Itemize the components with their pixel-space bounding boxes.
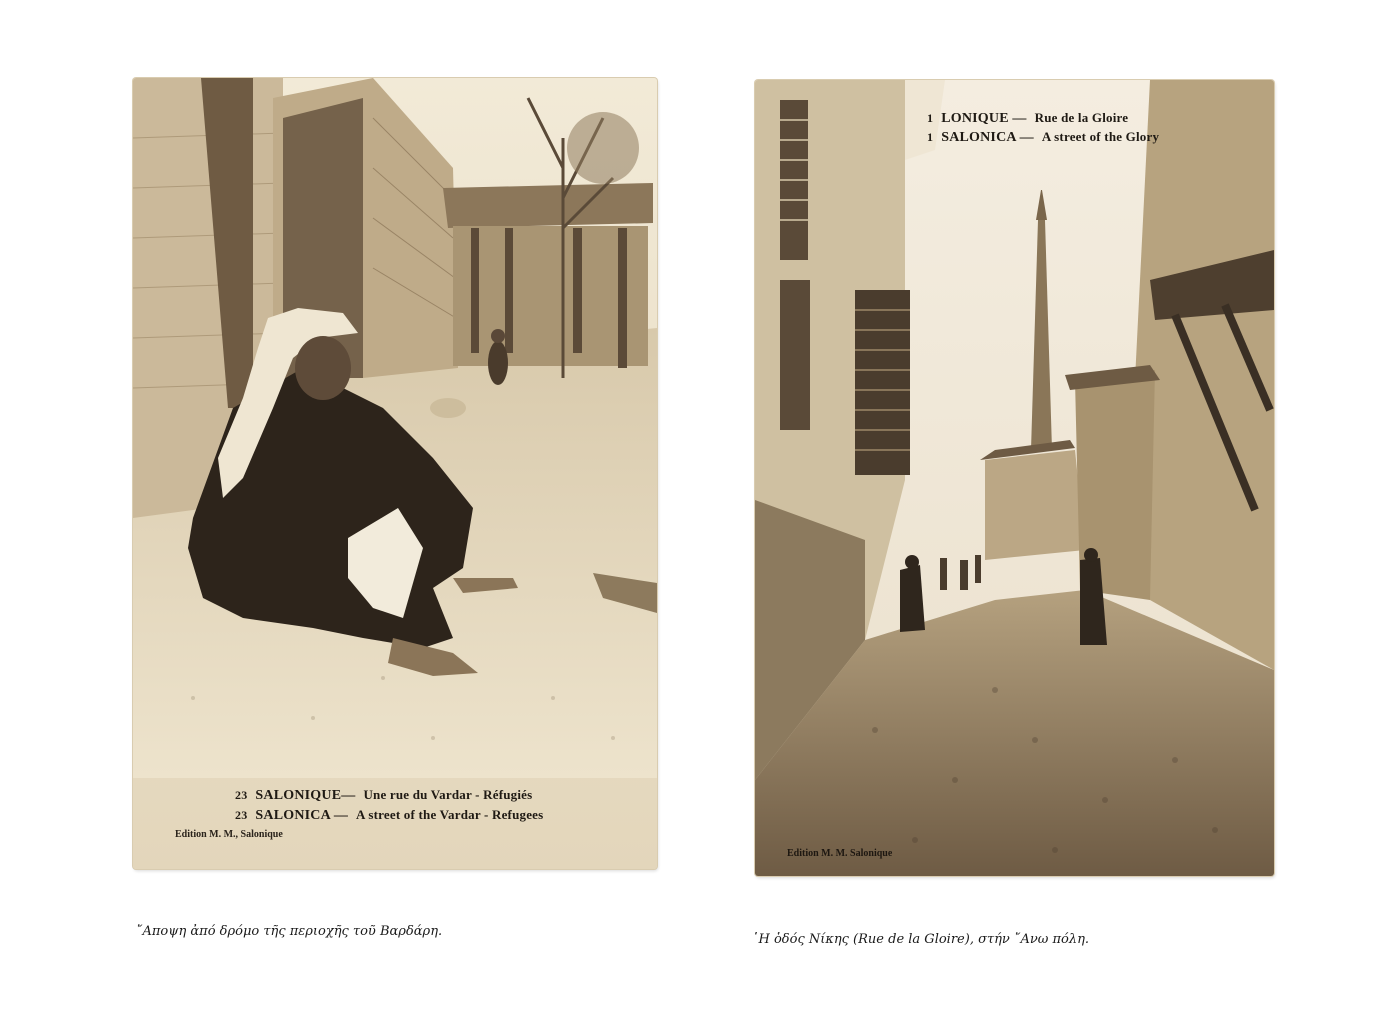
- postcard-number: 23: [235, 808, 248, 822]
- postcard-vardar-street: [133, 78, 657, 869]
- city-name-french: LONIQUE —: [941, 111, 1027, 126]
- publisher-edition: Edition M. M., Salonique: [175, 829, 283, 840]
- city-name-english: SALONICA —: [255, 808, 349, 823]
- postcard-number: 1: [927, 130, 934, 144]
- caption-left-greek: ῎Αποψη ἀπό δρόμο τῆς περιοχῆς τοῦ Βαρδάρη.: [136, 924, 443, 939]
- publisher-edition: Edition M. M. Salonique: [787, 848, 893, 859]
- city-name-french: SALONIQUE—: [255, 788, 356, 803]
- description-english: A street of the Glory: [1041, 129, 1160, 144]
- photo-seated-refugee: [133, 78, 657, 869]
- caption-line-french: [235, 787, 532, 804]
- postcard-street-of-glory: [755, 80, 1274, 876]
- description-french: Rue de la Gloire: [1034, 110, 1129, 125]
- city-name-english: SALONICA —: [941, 130, 1034, 145]
- postcard-number: 1: [927, 111, 934, 125]
- caption-line-english: [235, 807, 543, 824]
- description-french: Une rue du Vardar - Réfugiés: [363, 787, 533, 802]
- photo-cobbled-street: [755, 80, 1274, 876]
- postcard-number: 23: [235, 788, 248, 802]
- caption-line-french: [927, 110, 1128, 127]
- caption-right-greek: ῾Η ὁδός Νίκης (Rue de la Gloire), στήν ῎Ανω πόλη.: [752, 932, 1090, 947]
- description-english: A street of the Vardar - Refugees: [356, 807, 544, 822]
- caption-line-english: [927, 129, 1159, 146]
